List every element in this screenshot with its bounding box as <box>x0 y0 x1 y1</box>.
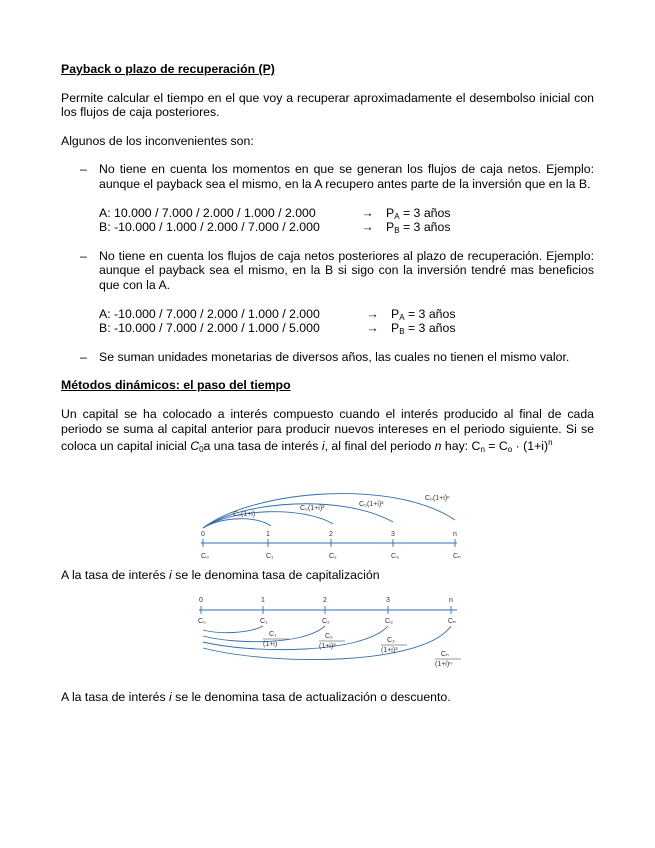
arc-label: C₀(1+i)² <box>299 504 324 512</box>
flow-label: B: -10.000 / 1.000 / 2.000 / 7.000 / 2.000 <box>99 220 320 235</box>
capital-label: C₀ <box>197 618 206 626</box>
fraction-numerator: C₂ <box>324 633 333 641</box>
capital-label: C₃ <box>390 552 399 560</box>
drawback-item-2 <box>61 249 594 293</box>
fraction-denominator: (1+i)ⁿ <box>434 661 452 669</box>
drawback-text: Se suman unidades monetarias de diversos años, las cuales no tienen el mismo valor. <box>99 349 570 364</box>
flow-row <box>99 321 594 336</box>
tick-label: n <box>448 597 453 605</box>
fraction-numerator: C₃ <box>386 637 395 645</box>
arrow: → <box>361 220 374 235</box>
discount-timeline-diagram <box>193 590 463 682</box>
payback-heading: Payback o plazo de recuperación (P) <box>61 62 275 76</box>
drawback-item-3 <box>61 350 594 365</box>
tick-label: 1 <box>260 597 265 605</box>
capitalization-timeline-diagram <box>193 470 463 562</box>
document-page <box>61 62 594 705</box>
tick-label: 2 <box>322 597 327 605</box>
flow-label: B: -10.000 / 7.000 / 2.000 / 1.000 / 5.000 <box>99 321 320 336</box>
tick-label: 1 <box>265 530 270 538</box>
fraction-numerator: C₁ <box>268 631 276 639</box>
list-dash: – <box>80 349 87 364</box>
tick-label: 2 <box>328 530 333 538</box>
payback-intro: Permite calcular el tiempo en el que voy a recuperar aproximadamente el desembolso inicial con los flujos de caja posteriores. <box>61 90 594 120</box>
capital-label: C₃ <box>384 618 393 626</box>
arc-arrow <box>203 518 271 527</box>
arc-label: C₀(1+i)³ <box>358 500 383 508</box>
fraction-numerator: Cₙ <box>440 651 449 659</box>
flow-row <box>99 220 594 235</box>
arc-arrow <box>203 626 263 633</box>
capital-label: C₁ <box>265 552 273 560</box>
list-dash: – <box>80 248 87 263</box>
drawback-text: No tiene en cuenta los momentos en que se generan los flujos de caja netos. Ejemplo: aunque el payback sea el mismo, en la A recupero antes parte de la inversión que en la B. <box>99 162 594 191</box>
payback-value: $P_A = 3$ años <box>391 306 456 322</box>
capital-label: C₁ <box>259 618 267 626</box>
drawback-text: No tiene en cuenta los flujos de caja netos posteriores al plazo de recuperación. Ejemplo: aunque el payback sea el mismo, en la B si sigo con la inversión tendré mas beneficios que con la A. <box>99 248 594 292</box>
capitalization-caption: A la tasa de interés i se le denomina tasa de capitalización <box>61 567 380 582</box>
flow-label: A: 10.000 / 7.000 / 2.000 / 1.000 / 2.000 <box>99 205 316 220</box>
payback-value: $P_B = 3$ años <box>391 321 456 337</box>
capital-label: C₂ <box>321 618 330 626</box>
arrow: → <box>366 306 379 321</box>
dynamic-heading: Métodos dinámicos: el paso del tiempo <box>61 378 291 393</box>
flow-row <box>99 206 594 221</box>
arc-label: C₀(1+i)ⁿ <box>424 494 450 502</box>
fraction-denominator: (1+i)² <box>318 643 336 651</box>
arrow: → <box>361 205 374 220</box>
tick-label: 0 <box>200 530 205 538</box>
tick-label: 3 <box>390 530 395 538</box>
arc-arrow <box>203 626 325 642</box>
capital-label: Cₙ <box>447 618 456 626</box>
flows-example-1 <box>61 206 594 235</box>
fraction-denominator: (1+i) <box>262 641 277 649</box>
payback-value: $P_B = 3$ años <box>386 220 451 236</box>
drawbacks-intro: Algunos de los inconvenientes son: <box>61 133 254 148</box>
list-dash: – <box>80 162 87 177</box>
tick-label: 0 <box>198 597 203 605</box>
fraction-denominator: (1+i)³ <box>380 647 398 655</box>
capital-label: C₂ <box>328 552 337 560</box>
capital-label: Cₙ <box>452 552 461 560</box>
capital-label: C₀ <box>200 552 209 560</box>
payback-value: $P_A = 3$ años <box>386 205 451 221</box>
arc-arrow <box>203 626 388 650</box>
arrow: → <box>366 321 379 336</box>
discount-caption: A la tasa de interés i se le denomina tasa de actualización o descuento. <box>61 690 451 705</box>
tick-label: 3 <box>385 597 390 605</box>
compound-interest-paragraph: Un capital se ha colocado a interés compuesto cuando el interés producido al final de cada periodo se suma al capital anterior para producir nuevos intereses en el periodo siguiente. Si se coloca un capital inicial $C_0a$ una tasa de interés i, al final del periodo n hay: $C_n = C_o \cdot (1+i)^n$ <box>61 406 594 455</box>
flows-example-2 <box>61 307 594 336</box>
tick-label: n <box>452 530 457 538</box>
flow-row <box>99 307 594 322</box>
arc-arrow <box>203 511 333 527</box>
arc-label: C₀(1+i) <box>232 510 255 518</box>
flow-label: A: -10.000 / 7.000 / 2.000 / 1.000 / 2.000 <box>99 306 320 321</box>
drawback-item-1 <box>61 162 594 191</box>
